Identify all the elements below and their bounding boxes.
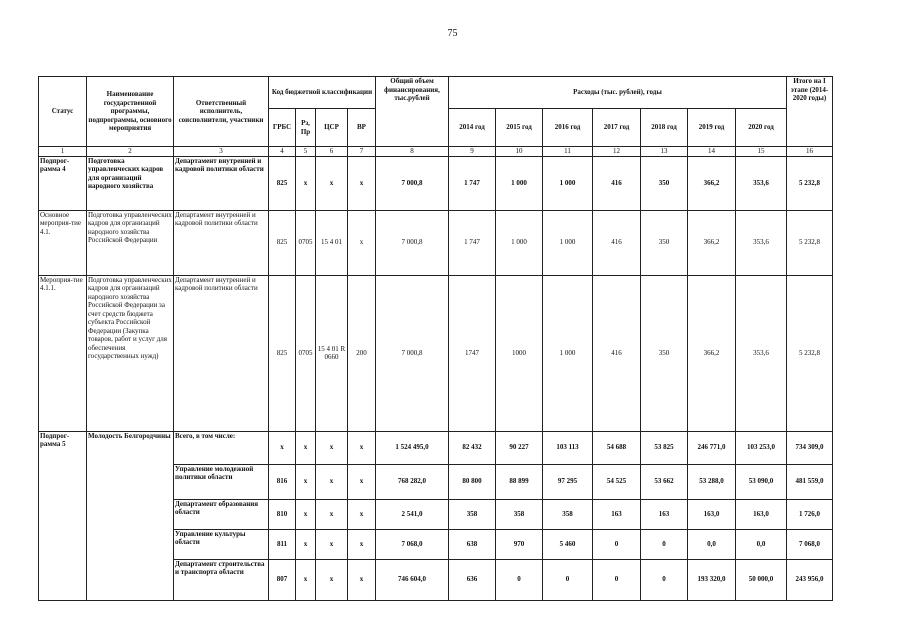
row-grbs: 825 [269,210,296,275]
col-number: 2 [87,147,174,157]
row-csr: х [316,529,348,559]
row-grbs: 811 [269,529,296,559]
row-status: Мероприя-тие 4.1.1. [39,275,87,431]
col-number: 15 [736,147,787,157]
header-2018: 2018 год [641,109,688,147]
row-2020: 353,6 [736,156,787,210]
row-2016: 1 000 [543,210,593,275]
header-expenses: Расходы (тыс. рублей), годы [449,77,787,109]
row-grbs: 825 [269,156,296,210]
row-2018: 350 [641,210,688,275]
row-total: 1 524 495,0 [376,431,449,464]
row-csr: 15 4 01 R 0660 [316,275,348,431]
row-2019: 193 320,0 [688,559,736,600]
row-2020: 353,6 [736,275,787,431]
header-2015: 2015 год [496,109,543,147]
row-2017: 416 [593,210,641,275]
row-status: Основное мероприя-тие 4.1. [39,210,87,275]
row-2015: 1 000 [496,210,543,275]
row-2015: 358 [496,499,543,529]
row-status: Подпрог-рамма 5 [39,431,87,600]
row-2017: 163 [593,499,641,529]
row-vr: х [348,559,376,600]
row-rzpr: х [296,464,316,499]
row-sum: 243 956,0 [787,559,833,600]
row-csr: х [316,156,348,210]
row-2014: 80 800 [449,464,496,499]
row-sum: 5 232,8 [787,156,833,210]
col-number: 7 [348,147,376,157]
row-2020: 163,0 [736,499,787,529]
row-total: 2 541,0 [376,499,449,529]
row-csr: х [316,464,348,499]
col-number: 12 [593,147,641,157]
row-name: Молодость Белгородчины [87,431,174,600]
row-grbs: 825 [269,275,296,431]
row-2018: 53 662 [641,464,688,499]
table-row [39,210,833,275]
row-rzpr: х [296,431,316,464]
row-sum: 1 726,0 [787,499,833,529]
row-csr: х [316,559,348,600]
row-vr: х [348,431,376,464]
row-rzpr: х [296,529,316,559]
col-number: 11 [543,147,593,157]
row-2020: 53 090,0 [736,464,787,499]
row-grbs: 816 [269,464,296,499]
row-sum: 7 068,0 [787,529,833,559]
row-total: 7 000,8 [376,275,449,431]
row-2019: 366,2 [688,210,736,275]
row-name: Подготовка управленческих кадров для организаций народного хозяйства Российской Федерации [87,210,174,275]
table-row [39,431,833,464]
row-responsible: Департамент внутренней и кадровой политики области [174,210,269,275]
row-total: 7 000,8 [376,210,449,275]
row-sum: 481 559,0 [787,464,833,499]
header-2017: 2017 год [593,109,641,147]
row-responsible: Департамент образования области [174,499,269,529]
header-status: Статус [39,77,87,147]
row-responsible: Управление культуры области [174,529,269,559]
row-vr: х [348,499,376,529]
row-2019: 163,0 [688,499,736,529]
row-grbs: 810 [269,499,296,529]
header-csr: ЦСР [316,109,348,147]
header-stage-total: Итого на I этапе (2014-2020 годы) [787,77,833,147]
row-responsible: Департамент строительства и транспорта области [174,559,269,600]
row-total: 7 000,8 [376,156,449,210]
row-csr: х [316,499,348,529]
col-number: 13 [641,147,688,157]
row-2020: 103 253,0 [736,431,787,464]
row-total: 7 068,0 [376,529,449,559]
header-grbs: ГРБС [269,109,296,147]
row-sum: 734 309,0 [787,431,833,464]
row-csr: 15 4 01 [316,210,348,275]
row-2018: 350 [641,275,688,431]
row-2019: 366,2 [688,156,736,210]
row-2020: 50 000,0 [736,559,787,600]
row-2019: 366,2 [688,275,736,431]
row-grbs: 807 [269,559,296,600]
row-2014: 358 [449,499,496,529]
row-2014: 636 [449,559,496,600]
row-rzpr: х [296,499,316,529]
col-number: 10 [496,147,543,157]
table-row [39,275,833,431]
header-2020: 2020 год [736,109,787,147]
header-2019: 2019 год [688,109,736,147]
row-grbs: х [269,431,296,464]
row-2016: 103 113 [543,431,593,464]
row-2015: 0 [496,559,543,600]
row-2014: 1 747 [449,210,496,275]
row-2016: 97 295 [543,464,593,499]
row-rzpr: 0705 [296,275,316,431]
row-2017: 0 [593,559,641,600]
col-number: 6 [316,147,348,157]
page-number: 75 [447,28,458,39]
header-name: Наименование государственной программы, подпрограммы, основного мероприятия [87,77,174,147]
row-2017: 54 688 [593,431,641,464]
row-2014: 638 [449,529,496,559]
row-2016: 1 000 [543,275,593,431]
row-2016: 1 000 [543,156,593,210]
row-vr: х [348,529,376,559]
row-sum: 5 232,8 [787,210,833,275]
row-responsible: Департамент внутренней и кадровой политики области [174,156,269,210]
col-number: 5 [296,147,316,157]
row-2019: 0,0 [688,529,736,559]
row-2020: 0,0 [736,529,787,559]
col-number: 16 [787,147,833,157]
header-budget-code: Код бюджетной классификации [269,77,376,109]
row-2014: 1747 [449,275,496,431]
row-name: Подготовка управленческих кадров для организаций народного хозяйства [87,156,174,210]
row-csr: х [316,431,348,464]
header-2014: 2014 год [449,109,496,147]
row-2017: 0 [593,529,641,559]
row-2015: 88 899 [496,464,543,499]
row-2019: 246 771,0 [688,431,736,464]
row-2018: 163 [641,499,688,529]
row-2015: 1000 [496,275,543,431]
row-responsible: Управление молодежной политики области [174,464,269,499]
row-2015: 1 000 [496,156,543,210]
row-vr: х [348,210,376,275]
col-number: 1 [39,147,87,157]
row-total: 768 282,0 [376,464,449,499]
row-2018: 53 825 [641,431,688,464]
row-2015: 970 [496,529,543,559]
row-sum: 5 232,8 [787,275,833,431]
budget-table [38,76,833,601]
row-responsible: Всего, в том числе: [174,431,269,464]
row-2014: 1 747 [449,156,496,210]
row-rzpr: 0705 [296,210,316,275]
row-2016: 0 [543,559,593,600]
header-total: Общий объем финансирования, тыс.рублей [376,77,449,147]
table-row [39,156,833,210]
row-2017: 54 525 [593,464,641,499]
row-vr: х [348,156,376,210]
row-vr: х [348,464,376,499]
row-2019: 53 288,0 [688,464,736,499]
row-rzpr: х [296,559,316,600]
row-2016: 5 460 [543,529,593,559]
row-2017: 416 [593,156,641,210]
row-2018: 0 [641,529,688,559]
row-2015: 90 227 [496,431,543,464]
header-2016: 2016 год [543,109,593,147]
row-2014: 82 432 [449,431,496,464]
row-vr: 200 [348,275,376,431]
row-status: Подпрог-рамма 4 [39,156,87,210]
header-rzpr: Рз, Пр [296,109,316,147]
row-2016: 358 [543,499,593,529]
col-number: 9 [449,147,496,157]
col-number: 8 [376,147,449,157]
row-total: 746 604,0 [376,559,449,600]
row-rzpr: х [296,156,316,210]
row-2020: 353,6 [736,210,787,275]
header-vr: ВР [348,109,376,147]
col-number: 4 [269,147,296,157]
row-2018: 0 [641,559,688,600]
row-2018: 350 [641,156,688,210]
col-number: 14 [688,147,736,157]
row-2017: 416 [593,275,641,431]
row-responsible: Департамент внутренней и кадровой политики области [174,275,269,431]
header-responsible: Ответственный исполнитель, соисполнители, участники [174,77,269,147]
col-number: 3 [174,147,269,157]
row-name: Подготовка управленческих кадров для организаций народного хозяйства Российской Федерации за счет средств бюджета субъекта Российской Федерации (Закупка товаров, работ и услуг для обеспечения государственных нужд) [87,275,174,431]
